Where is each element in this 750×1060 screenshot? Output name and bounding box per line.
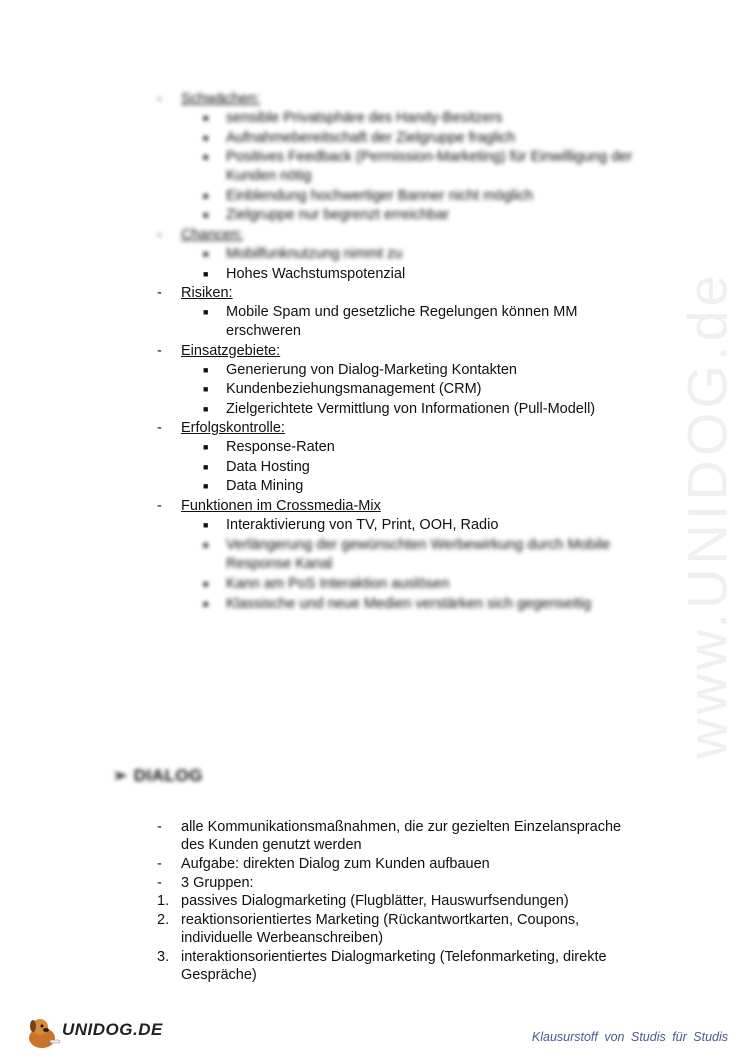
list-item: Generierung von Dialog-Marketing Kontakten xyxy=(226,362,517,378)
dialog-line: individuelle Werbeanschreiben) xyxy=(181,930,384,946)
list-item: Aufnahmebereitschaft der Zielgruppe fraglich xyxy=(226,130,516,146)
category-label: Risiken: xyxy=(181,285,233,301)
dialog-line: Aufgabe: direkten Dialog zum Kunden aufbauen xyxy=(181,856,490,872)
list-item: Zielgruppe nur begrenzt erreichbar xyxy=(226,207,450,223)
list-item: Klassische und neue Medien verstärken sich gegenseitig xyxy=(226,596,592,612)
section-heading-text: DIALOG xyxy=(133,766,203,785)
category-label: Erfolgskontrolle: xyxy=(181,420,285,436)
arrow-bullet-icon: ➢ xyxy=(113,766,128,785)
list-item: Verlängerung der gewünschten Werbewirkung durch Mobile xyxy=(226,537,611,553)
dialog-line: Gespräche) xyxy=(181,967,257,983)
list-item: Data Mining xyxy=(226,478,304,494)
category-label: Funktionen im Crossmedia-Mix xyxy=(181,498,381,514)
list-item-continuation: Response Kanal xyxy=(226,556,333,572)
list-item-continuation: Kunden nötig xyxy=(226,168,312,184)
dialog-line: reaktionsorientiertes Marketing (Rückantwortkarten, Coupons, xyxy=(181,912,580,928)
category-label: Einsatzgebiete: xyxy=(181,343,281,359)
unidog-logo[interactable] xyxy=(22,1016,172,1050)
list-item: Kundenbeziehungsmanagement (CRM) xyxy=(226,381,482,397)
watermark: www.UNIDOG.de xyxy=(675,271,739,759)
dialog-line: 3 Gruppen: xyxy=(181,875,254,891)
dialog-line: passives Dialogmarketing (Flugblätter, Hauswurfsendungen) xyxy=(181,893,569,909)
list-item: Kann am PoS Interaktion auslösen xyxy=(226,576,450,592)
list-item: Mobilfunknutzung nimmt zu xyxy=(226,246,403,262)
list-item: Data Hosting xyxy=(226,459,310,475)
dialog-line: des Kunden genutzt werden xyxy=(181,837,362,853)
list-item: Positives Feedback (Permission-Marketing) für Einwilligung der xyxy=(226,149,633,165)
list-number: 2. xyxy=(157,912,170,928)
category-label: Chancen: xyxy=(181,227,244,243)
logo-text: UNIDOG.DE xyxy=(62,1020,163,1039)
list-item: Einblendung hochwertiger Banner nicht möglich xyxy=(226,188,534,204)
list-number: 1. xyxy=(157,893,170,909)
category-label: Schwächen: xyxy=(181,91,260,107)
list-item: Zielgerichtete Vermittlung von Informationen (Pull-Modell) xyxy=(226,401,596,417)
footer-slogan: Klausurstoff von Studis für Studis xyxy=(531,1030,728,1044)
list-item-continuation: erschweren xyxy=(226,323,301,339)
list-item: sensible Privatsphäre des Handy-Besitzers xyxy=(226,110,503,126)
dialog-line: alle Kommunikationsmaßnahmen, die zur gezielten Einzelansprache xyxy=(181,819,622,835)
section-heading-dialog xyxy=(113,766,203,786)
list-item: Response-Raten xyxy=(226,439,335,455)
dog-mascot-icon xyxy=(22,1016,62,1050)
list-item: Interaktivierung von TV, Print, OOH, Radio xyxy=(226,517,499,533)
list-item: Mobile Spam und gesetzliche Regelungen können MM xyxy=(226,304,578,320)
dialog-line: interaktionsorientiertes Dialogmarketing (Telefonmarketing, direkte xyxy=(181,949,607,965)
list-number: 3. xyxy=(157,949,170,965)
list-item: Hohes Wachstumspotenzial xyxy=(226,266,406,282)
